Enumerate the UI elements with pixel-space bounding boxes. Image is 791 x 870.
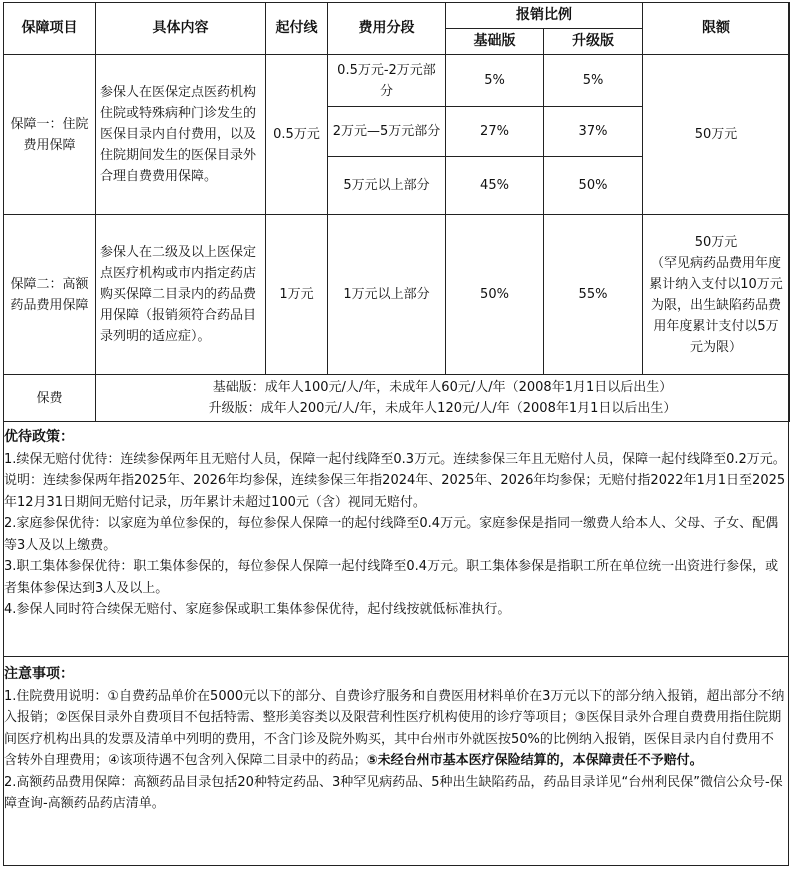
row1-item: 保障一：住院费用保障 <box>4 55 96 215</box>
row1-segment-2: 2万元—5万元部分 <box>328 107 446 157</box>
fee-label: 保费 <box>4 375 96 422</box>
row1-deductible: 0.5万元 <box>266 55 328 215</box>
policy-item-2: 2.家庭参保优待：以家庭为单位参保的，每位参保人保障一的起付线降至0.4万元。家庭参保是指同一缴费人给本人、父母、子女、配偶等3人及以上缴费。 <box>4 516 779 553</box>
header-deductible: 起付线 <box>266 3 328 55</box>
policy-item-4: 4.参保人同时符合续保无赔付、家庭参保或职工集体参保优待，起付线按就低标准执行。 <box>4 602 511 617</box>
row2-item: 保障二：高额药品费用保障 <box>4 215 96 375</box>
row1-content: 参保人在医保定点医药机构住院或特殊病种门诊发生的医保目录内自付费用，以及住院期间发生的医保目录外合理自费费用保障。 <box>96 55 266 215</box>
header-item: 保障项目 <box>4 3 96 55</box>
row1-upgrade-3: 50% <box>544 157 643 215</box>
policy-item-1: 1.续保无赔付优待：连续参保两年且无赔付人员，保障一起付线降至0.3万元。连续参保三年且无赔付人员，保障一起付线降至0.2万元。说明：连续参保两年指2025年、2026年均参保，连续参保三年指2024年、2025年、2026年均参保；无赔付指2022年1月1日至2025年12月31日期间无赔付记录，历年累计未超过100元（含）视同无赔付。 <box>4 451 786 510</box>
row1-upgrade-1: 5% <box>544 55 643 107</box>
header-upgrade: 升级版 <box>544 29 643 55</box>
notes-title: 注意事项： <box>4 666 74 682</box>
row2-deductible: 1万元 <box>266 215 328 375</box>
row2-upgrade: 55% <box>544 215 643 375</box>
policy-title: 优待政策： <box>4 429 74 445</box>
fee-basic: 基础版：成年人100元/人/年，未成年人60元/人/年（2008年1月1日以后出生） <box>212 380 673 395</box>
row2-limit-amount: 50万元 <box>694 234 738 250</box>
row1-basic-3: 45% <box>446 157 544 215</box>
row1-segment-3: 5万元以上部分 <box>328 157 446 215</box>
row1-upgrade-2: 37% <box>544 107 643 157</box>
row2-content: 参保人在二级及以上医保定点医疗机构或市内指定药店购买保障二目录内的药品费用保障（报销须符合药品目录列明的适应症）。 <box>96 215 266 375</box>
row1-basic-2: 27% <box>446 107 544 157</box>
header-segment: 费用分段 <box>328 3 446 55</box>
fee-upgrade: 升级版：成年人200元/人/年，未成年人120元/人/年（2008年1月1日以后出生） <box>208 401 677 416</box>
row2-basic: 50% <box>446 215 544 375</box>
notes-item-2: 2.高额药品费用保障：高额药品目录包括20种特定药品、3种罕见病药品、5种出生缺陷药品，药品目录详见“台州利民保”微信公众号-保障查询-高额药品药店清单。 <box>4 774 783 811</box>
page-border <box>3 2 789 866</box>
row2-limit-detail: （罕见病药品费用年度累计纳入支付以10万元为限，出生缺陷药品费用年度累计支付以5万元为限） <box>649 255 783 355</box>
header-limit: 限额 <box>643 3 790 55</box>
header-content: 具体内容 <box>96 3 266 55</box>
policy-item-3: 3.职工集体参保优待：职工集体参保的，每位参保人保障一起付线降至0.4万元。职工集体参保是指职工所在单位统一出资进行参保，或者集体参保达到3人及以上。 <box>4 559 779 596</box>
notes-item-1-bold: ⑤未经台州市基本医疗保险结算的，本保障责任不予赔付。 <box>366 753 703 768</box>
row1-limit: 50万元 <box>643 55 790 215</box>
row1-segment-1: 0.5万元-2万元部分 <box>328 55 446 107</box>
header-basic: 基础版 <box>446 29 544 55</box>
row2-segment: 1万元以上部分 <box>328 215 446 375</box>
row1-basic-1: 5% <box>446 55 544 107</box>
notes-item-1-text: 1.住院费用说明：①自费药品单价在5000元以下的部分、自费诊疗服务和自费医用材料单价在3万元以下的部分纳入报销，超出部分不纳入报销；②医保目录外自费项目不包括特需、整形美容类以及限营利性医疗机构使用的诊疗等项目；③医保目录外合理自费费用指住院期间医疗机构出具的发票及清单中列明的费用，不含门诊及院外购买，其中台州市外就医按50%的比例纳入报销，医保目录内自付费用不含转外自理费用；④该项待遇不包含列入保障二目录中的药品； <box>4 688 785 768</box>
header-ratio: 报销比例 <box>446 3 643 29</box>
